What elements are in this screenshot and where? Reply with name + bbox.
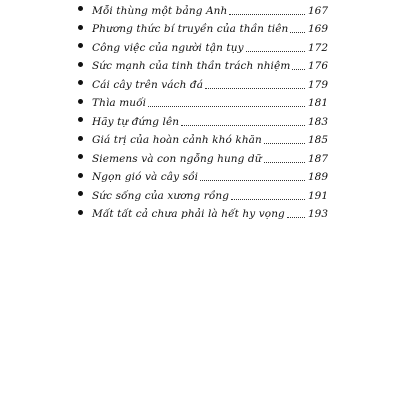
toc-entry[interactable] <box>78 18 328 37</box>
toc-entry[interactable] <box>78 110 328 129</box>
toc-entry[interactable] <box>78 92 328 111</box>
toc-entry-page: 189 <box>307 171 328 183</box>
dot-leader <box>264 143 305 144</box>
toc-entry[interactable] <box>78 184 328 203</box>
toc-entry-title: Mất tất cả chưa phải là hết hy vọng <box>92 208 285 220</box>
toc-entry-page: 176 <box>307 60 328 72</box>
toc-entry-page: 191 <box>307 189 328 202</box>
toc-entry-title: Phương thức bí truyền của thần tiên <box>92 23 289 35</box>
toc-entry[interactable] <box>78 36 328 55</box>
toc-entry[interactable] <box>78 147 328 166</box>
toc-entry-title: Mỗi thùng một bảng Anh <box>92 4 228 17</box>
toc-entry-page: 183 <box>307 115 328 128</box>
toc-entry-title: Hãy tự đứng lên <box>92 115 180 128</box>
toc-entry-title: Sức mạnh của tinh thần trách nhiệm <box>92 60 291 72</box>
dot-leader <box>246 51 305 52</box>
bullet-icon <box>78 80 83 85</box>
dot-leader <box>264 162 305 163</box>
toc-entry-title: Giá trị của hoàn cảnh khó khăn <box>92 134 262 146</box>
dot-leader <box>290 32 305 33</box>
bullet-icon <box>78 6 83 11</box>
toc-entry[interactable] <box>78 129 328 148</box>
bullet-icon <box>78 43 83 48</box>
toc-entry[interactable] <box>78 203 328 222</box>
toc-entry[interactable] <box>78 55 328 74</box>
toc-entry[interactable] <box>78 166 328 185</box>
bullet-icon <box>78 210 83 215</box>
bullet-icon <box>78 154 83 159</box>
dot-leader <box>287 217 305 218</box>
toc-entry-title: Siemens và con ngỗng hung dữ <box>92 152 262 165</box>
bullet-icon <box>78 99 83 104</box>
toc-entry-page: 172 <box>307 41 328 54</box>
dot-leader <box>292 69 305 70</box>
toc-entry[interactable] <box>78 73 328 92</box>
toc-entry-title: Sức sống của xương rồng <box>92 189 230 202</box>
toc-entry-page: 193 <box>307 208 328 220</box>
dot-leader <box>205 88 305 89</box>
toc-entry-title: Thìa muối <box>92 97 147 109</box>
bullet-icon <box>78 191 83 196</box>
toc-entry-title: Ngọn gió và cây sồi <box>92 171 199 183</box>
toc-entry-page: 169 <box>307 23 328 35</box>
dot-leader <box>148 106 305 107</box>
toc-entry-title: Cái cây trên vách đá <box>92 78 204 91</box>
bullet-icon <box>78 173 83 178</box>
dot-leader <box>231 199 305 200</box>
toc-entry-title: Công việc của người tận tụy <box>92 41 244 54</box>
dot-leader <box>181 125 305 126</box>
bullet-icon <box>78 117 83 122</box>
toc-entry-page: 185 <box>307 134 328 146</box>
toc-entry[interactable] <box>78 0 328 18</box>
toc-entry-page: 167 <box>307 4 328 17</box>
dot-leader <box>200 180 305 181</box>
toc-entry-page: 179 <box>307 78 328 91</box>
toc-list <box>78 0 328 221</box>
toc-entry-page: 187 <box>307 152 328 165</box>
bullet-icon <box>78 136 83 141</box>
dot-leader <box>229 14 305 15</box>
toc-entry-page: 181 <box>307 97 328 109</box>
bullet-icon <box>78 62 83 67</box>
bullet-icon <box>78 25 83 30</box>
